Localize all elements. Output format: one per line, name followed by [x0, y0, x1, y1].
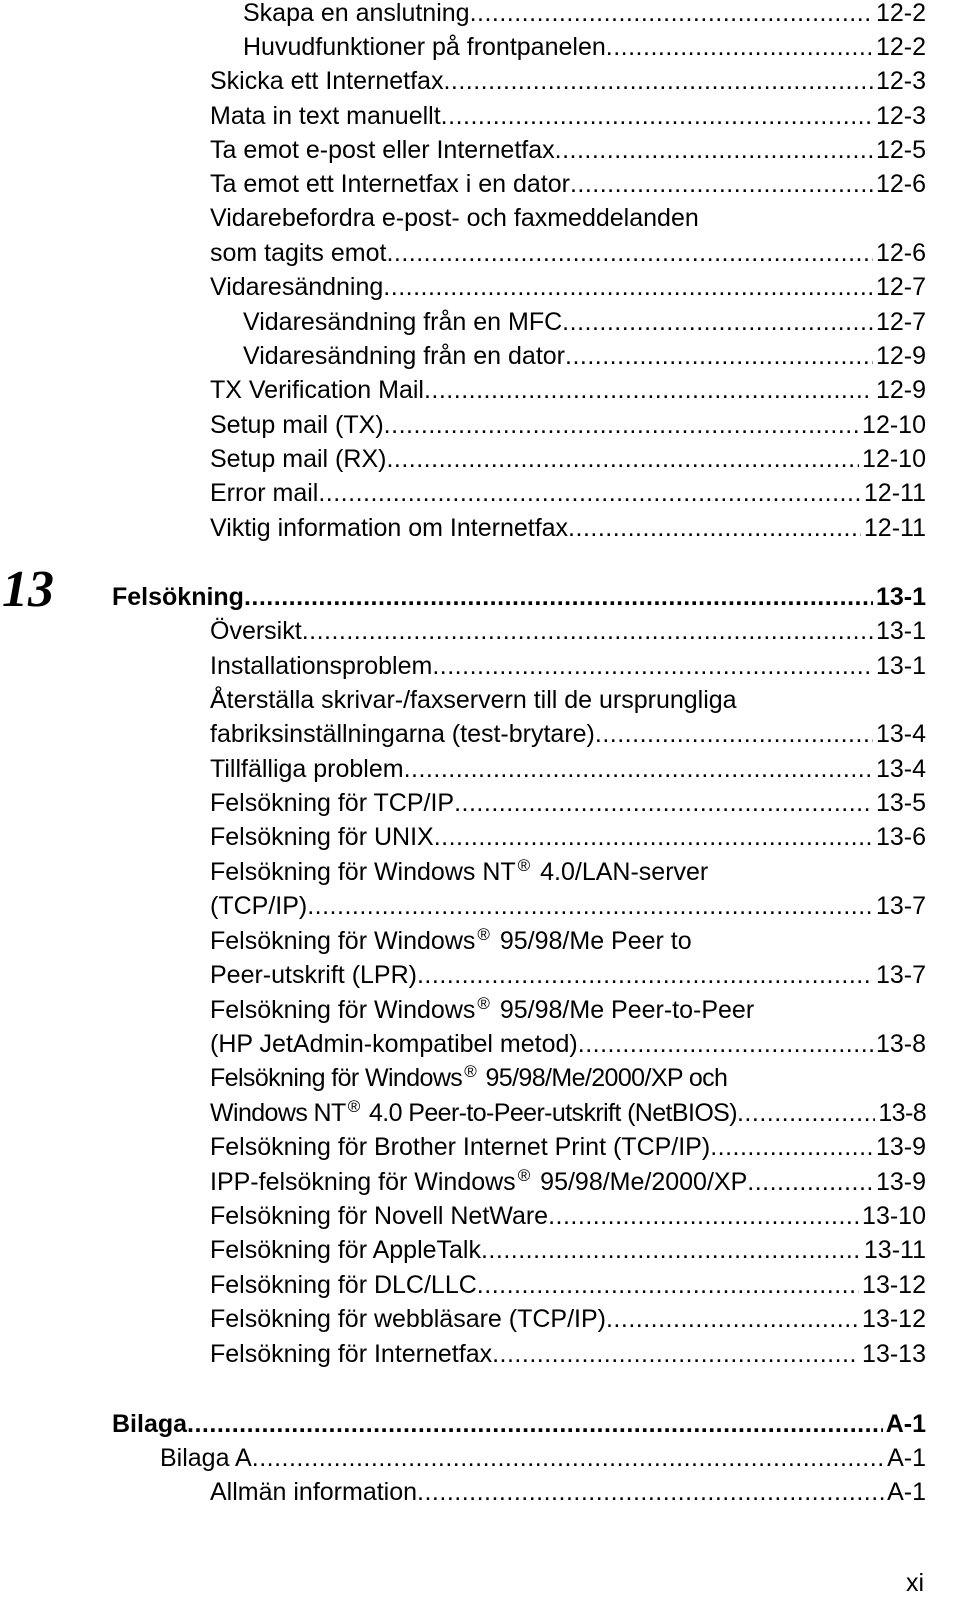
toc-entry-title: (HP JetAdmin-kompatibel metod): [210, 1030, 578, 1058]
toc-entry-page: 13-11: [863, 1236, 926, 1264]
dot-leader: [424, 373, 873, 407]
dot-leader: [417, 958, 873, 992]
toc-entry: [210, 1061, 926, 1095]
toc-entry: [243, 339, 926, 373]
toc-entry-page: 13-1: [875, 617, 926, 645]
toc-entry-title: Felsökning för Windows ® 95/98/Me/2000/XP och: [210, 1061, 728, 1092]
toc-entry-title: Peer-utskrift (LPR): [210, 961, 417, 989]
toc-entry: [210, 99, 926, 133]
toc-entry-title: Felsökning för AppleTalk: [210, 1236, 481, 1264]
toc-entry: [210, 1475, 926, 1509]
toc-entry-page: 12-6: [875, 239, 926, 267]
dot-leader: [302, 614, 873, 648]
toc-entry-page: 13-9: [875, 1133, 926, 1161]
toc-entry: [210, 201, 926, 235]
toc-entry-title: Viktig information om Internetfax: [210, 514, 569, 542]
toc-entry: [210, 133, 926, 167]
dot-leader: [443, 64, 873, 98]
registered-mark: ®: [517, 1165, 531, 1185]
toc-entry-page: 12-6: [875, 170, 926, 198]
toc-entry: [210, 1130, 926, 1164]
toc-entry: [210, 717, 926, 751]
dot-leader: [747, 1165, 873, 1199]
toc-entry-title: Bilaga A: [160, 1444, 252, 1472]
toc-entry-title: Skicka ett Internetfax: [210, 67, 444, 95]
toc-entry: [210, 1096, 926, 1130]
dot-leader: [570, 167, 873, 201]
toc-entry: [210, 958, 926, 992]
dot-leader: [606, 1302, 859, 1336]
toc-entry-page: 12-2: [875, 33, 926, 61]
toc-entry-title: Bilaga: [112, 1410, 188, 1438]
toc-entry-page: 13-9: [875, 1168, 926, 1196]
toc-entry-page: 13-7: [875, 892, 926, 920]
toc-entry-page: 12-7: [875, 273, 926, 301]
toc-entry-page: 13-12: [862, 1271, 926, 1299]
toc-entry: [210, 924, 926, 958]
toc-entry-title: Ta emot ett Internetfax i en dator: [210, 170, 570, 198]
toc-entry-page: 13-12: [862, 1305, 926, 1333]
toc-entry: [210, 1302, 926, 1336]
registered-mark: ®: [477, 924, 490, 944]
toc-entry-title: Vidaresändning från en MFC: [243, 308, 563, 336]
toc-entry-title: Felsökning för Windows NT ® 4.0/LAN-server: [210, 855, 709, 886]
registered-mark: ®: [477, 993, 490, 1013]
toc-entry: [210, 64, 926, 98]
toc-entry-title: som tagits emot: [210, 239, 387, 267]
dot-leader: [562, 305, 873, 339]
dot-leader: [606, 30, 873, 64]
dot-leader: [318, 476, 861, 510]
dot-leader: [244, 580, 873, 614]
toc-entry: [210, 1233, 926, 1267]
dot-leader: [595, 717, 873, 751]
toc-entry: [160, 1441, 926, 1475]
toc-entry: [243, 0, 926, 30]
toc-entry-title: Återställa skrivar-/faxservern till de ursprungliga: [210, 686, 737, 714]
toc-entry-page: 12-3: [875, 67, 926, 95]
toc-entry-page: 13-6: [875, 823, 926, 851]
dot-leader: [404, 752, 873, 786]
dot-leader: [432, 649, 873, 683]
toc-entry: [210, 752, 926, 786]
toc-entry: [210, 1268, 926, 1302]
toc-entry-title: Vidaresändning: [210, 273, 384, 301]
dot-leader: [454, 786, 873, 820]
toc-entry-page: 12-2: [875, 0, 926, 27]
toc-entry-title: Felsökning för TCP/IP: [210, 789, 455, 817]
toc-entry-page: 13-4: [875, 755, 926, 783]
page-number: xi: [905, 1569, 924, 1597]
toc-entry: [210, 373, 926, 407]
dot-leader: [548, 1199, 859, 1233]
toc-entry-page: 13-8: [878, 1099, 926, 1127]
toc-entry: [210, 993, 926, 1027]
toc-entry-title: Felsökning för DLC/LLC: [210, 1271, 477, 1299]
toc-entry: [243, 30, 926, 64]
toc-entry: [210, 1027, 926, 1061]
toc-entry: [210, 1165, 926, 1199]
toc-entry-page: A-1: [887, 1478, 926, 1506]
dot-leader: [434, 820, 873, 854]
toc-entry: [210, 855, 926, 889]
toc-entry: [210, 408, 926, 442]
chapter-number: 13: [2, 561, 54, 618]
toc-entry-page: 13-1: [875, 583, 926, 611]
toc-entry: [210, 270, 926, 304]
toc-entry-page: 13-8: [875, 1030, 926, 1058]
toc-entry-page: 12-9: [875, 376, 926, 404]
toc-entry-page: A-1: [887, 1444, 926, 1472]
toc-entry-title: Windows NT ® 4.0 Peer-to-Peer-utskrift (NetBIOS): [210, 1096, 737, 1127]
toc-entry: [210, 476, 926, 510]
toc-entry: [210, 614, 926, 648]
toc-entry-title: Felsökning för Brother Internet Print (TCP/IP): [210, 1133, 711, 1161]
toc-entry-title: (TCP/IP): [210, 892, 308, 920]
toc-appendix-heading: [112, 1407, 926, 1441]
toc-entry-title: Setup mail (TX): [210, 411, 384, 439]
toc-entry: [210, 889, 926, 923]
dot-leader: [555, 133, 873, 167]
toc-entry: [210, 511, 926, 545]
toc-entry-title: Skapa en anslutning: [243, 0, 470, 27]
dot-leader: [441, 99, 873, 133]
toc-entry-title: IPP-felsökning för Windows ® 95/98/Me/2000/XP: [210, 1165, 748, 1196]
toc-entry: [243, 305, 926, 339]
dot-leader: [578, 1027, 873, 1061]
dot-leader: [492, 1337, 859, 1371]
toc-entry-title: Felsökning för Novell NetWare: [210, 1202, 549, 1230]
toc-entry-title: Error mail: [210, 479, 319, 507]
toc-entry: [210, 167, 926, 201]
toc-entry-page: 13-10: [862, 1202, 926, 1230]
toc-entry-title: Huvudfunktioner på frontpanelen: [243, 33, 606, 61]
toc-entry-page: 12-10: [862, 411, 926, 439]
toc-entry-title: TX Verification Mail: [210, 376, 424, 404]
toc-entry-title: Setup mail (RX): [210, 445, 387, 473]
dot-leader: [307, 889, 873, 923]
toc-entry-title: Tillfälliga problem: [210, 755, 404, 783]
toc-entry-title: Felsökning för UNIX: [210, 823, 434, 851]
toc-entry: [210, 236, 926, 270]
toc-entry-page: 12-3: [875, 102, 926, 130]
toc-entry-title: Felsökning för Windows ® 95/98/Me Peer to: [210, 924, 692, 955]
toc-entry-page: 12-11: [863, 514, 926, 542]
dot-leader: [252, 1441, 884, 1475]
toc-entry-page: 13-4: [875, 720, 926, 748]
toc-entry-title: Ta emot e-post eller Internetfax: [210, 136, 555, 164]
toc-entry-title: Översikt: [210, 617, 302, 645]
toc-entry-title: Vidarebefordra e-post- och faxmeddelanden: [210, 204, 699, 232]
toc-entry-page: 12-10: [862, 445, 926, 473]
dot-leader: [568, 511, 861, 545]
dot-leader: [710, 1130, 873, 1164]
toc-entry-title: Felsökning: [112, 583, 244, 611]
dot-leader: [477, 1268, 859, 1302]
toc-entry-page: 13-1: [875, 652, 926, 680]
toc-entry-title: Mata in text manuellt: [210, 102, 441, 130]
toc-entry-page: 13-5: [875, 789, 926, 817]
toc-entry-title: fabriksinställningarna (test-brytare): [210, 720, 595, 748]
dot-leader: [737, 1096, 875, 1130]
toc-entry: [210, 820, 926, 854]
toc-entry-page: 12-7: [875, 308, 926, 336]
toc-entry: [210, 786, 926, 820]
toc-entry-page: 13-7: [875, 961, 926, 989]
toc-entry-title: Felsökning för Internetfax: [210, 1340, 493, 1368]
dot-leader: [386, 236, 873, 270]
toc-entry: [210, 683, 926, 717]
dot-leader: [187, 1407, 883, 1441]
dot-leader: [386, 442, 859, 476]
toc-entry-title: Felsökning för Windows ® 95/98/Me Peer-to-Peer: [210, 993, 755, 1024]
toc-entry-page: 13-13: [862, 1340, 926, 1368]
toc-entry-page: 12-5: [875, 136, 926, 164]
registered-mark: ®: [464, 1061, 477, 1081]
toc-entry-title: Allmän information: [210, 1478, 418, 1506]
dot-leader: [383, 270, 873, 304]
toc-entry: [210, 1199, 926, 1233]
toc-entry-title: Felsökning för webbläsare (TCP/IP): [210, 1305, 606, 1333]
toc-entry-title: Installationsproblem: [210, 652, 433, 680]
dot-leader: [417, 1475, 884, 1509]
toc-entry: [210, 1337, 926, 1371]
toc-entry-page: A-1: [885, 1410, 926, 1438]
toc-entry-page: 12-9: [875, 342, 926, 370]
toc-entry-page: 12-11: [863, 479, 926, 507]
dot-leader: [565, 339, 873, 373]
dot-leader: [384, 408, 859, 442]
dot-leader: [481, 1233, 861, 1267]
registered-mark: ®: [347, 1096, 360, 1116]
toc-entry: [210, 649, 926, 683]
dot-leader: [470, 0, 873, 30]
toc-entry: [210, 442, 926, 476]
toc-entry-title: Vidaresändning från en dator: [243, 342, 565, 370]
toc-chapter-heading: [112, 580, 926, 614]
registered-mark: ®: [517, 855, 531, 875]
